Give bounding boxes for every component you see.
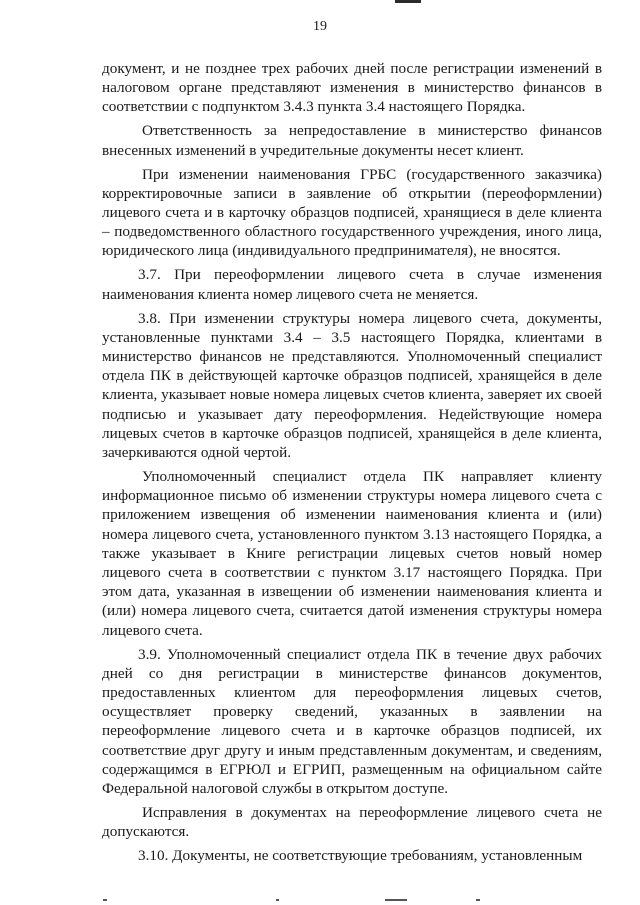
document-body (102, 59, 602, 870)
scan-speck (103, 899, 107, 901)
paragraph-continuation: документ, и не позднее трех рабочих дней после регистрации изменений в налоговом органе представляют изменения в министерство финансов в соответствии с подпунктом 3.4.3 пункта 3.4 настоящего Порядка. (102, 60, 602, 116)
paragraph-3-7: 3.7. При переоформлении лицевого счета в случае изменения наименования клиента номер лицевого счета не меняется. (102, 266, 602, 303)
paragraph-corrections: Исправления в документах на переоформление лицевого счета не допускаются. (102, 804, 602, 841)
paragraph-responsibility: Ответственность за непредоставление в министерство финансов внесенных изменений в учредительные документы несет клиент. (102, 122, 602, 159)
paragraph-3-8: 3.8. При изменении структуры номера лицевого счета, документы, установленные пунктами 3.4 – 3.5 настоящего Порядка, клиентами в министерство финансов не представляются. Уполномоченный специалист отдела ПК в действующей карточке образцов подписей, хранящейся в деле клиента, указывает новые номера лицевых счетов клиента, заверяет их своей подписью и указывает дату переоформления. Недействующие номера лицевых счетов в карточке образцов подписей, хранящейся в деле клиента, зачеркиваются одной чертой. (102, 309, 602, 462)
paragraph-3-10: 3.10. Документы, не соответствующие требованиям, установленным (138, 847, 583, 865)
paragraph-3-9: 3.9. Уполномоченный специалист отдела ПК в течение двух рабочих дней со дня регистрации в министерстве финансов документов, предоставленных клиентом для переоформления лицевых счетов, осуществляет проверку сведений, указанных в заявлении на переоформление лицевого счета и в карточке образцов подписей, их соответствие друг другу и иным представленным документам, и сведениям, содержащимся в ЕГРЮЛ и ЕГРИП, размещенным на официальном сайте Федеральной налоговой службы в открытом доступе. (102, 645, 602, 798)
paragraph-grbs-name-change: При изменении наименования ГРБС (государственного заказчика) корректировочные записи в заявление об открытии (переоформлении) лицевого счета и в карточку образцов подписей, хранящиеся в деле клиента – подведомственного областного государственного учреждения, иного лица, юридического лица (индивидуального предпринимателя), не вносятся. (102, 165, 602, 260)
paragraph-info-letter: Уполномоченный специалист отдела ПК направляет клиенту информационное письмо об изменении структуры номера лицевого счета с приложением извещения об изменении наименования клиента и (или) номера лицевого счета, установленного пунктом 3.13 настоящего Порядка, а также указывает в Книге регистрации лицевых счетов новый номер лицевого счета в соответствии с пунктом 3.17 настоящего Порядка. При этом дата, указанная в извещении об изменении наименования клиента и (или) номера лицевого счета, считается датой изменения структуры номера лицевого счета. (102, 468, 602, 639)
scan-speck (385, 899, 407, 901)
scan-bottom-artifacts (0, 896, 640, 905)
scan-speck (476, 899, 480, 901)
scan-speck (276, 899, 279, 901)
page-number: 19 (313, 19, 327, 34)
scan-edge-mark (395, 0, 421, 3)
